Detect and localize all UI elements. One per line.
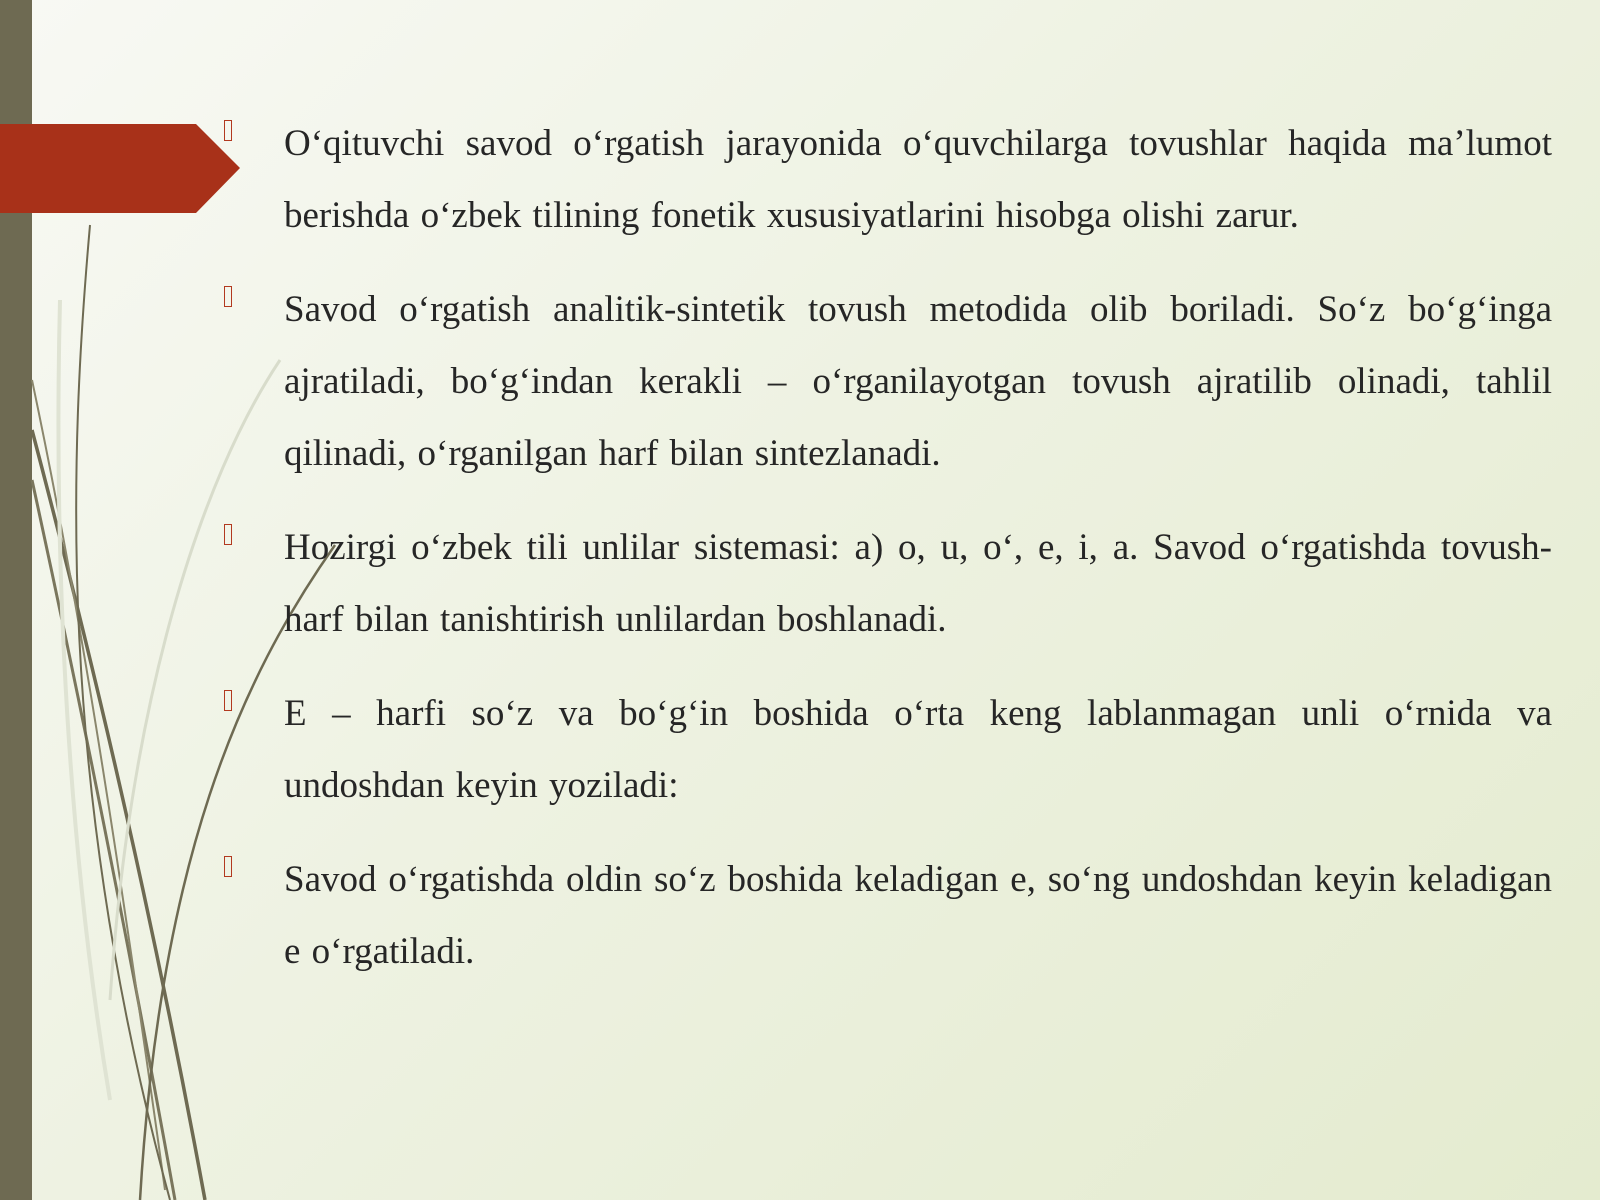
list-item <box>220 678 1552 822</box>
square-bullet-icon <box>224 286 232 307</box>
list-item-text: Savod o‘rgatishda oldin so‘z boshida keladigan e, so‘ng undoshdan keyin keladigan e o‘rgatiladi. <box>284 859 1552 972</box>
list-item-text: O‘qituvchi savod o‘rgatish jarayonida o‘quvchilarga tovushlar haqida ma’lumot berishda o‘zbek tilining fonetik xususiyatlarini hisobga olishi zarur. <box>284 123 1552 236</box>
list-item <box>220 844 1552 988</box>
list-item-text: Savod o‘rgatish analitik-sintetik tovush metodida olib boriladi. So‘z bo‘g‘inga ajratiladi, bo‘g‘indan kerakli – o‘rganilayotgan tovush ajratilib olinadi, tahlil qilinadi, o‘rganilgan harf bilan sintezlanadi. <box>284 289 1552 474</box>
list-item <box>220 512 1552 656</box>
square-bullet-icon <box>224 856 232 877</box>
list-item-text: E – harfi so‘z va bo‘g‘in boshida o‘rta keng lablanmagan unli o‘rnida va undoshdan keyin yoziladi: <box>284 693 1552 806</box>
list-item-text: Hozirgi o‘zbek tili unlilar sistemasi: a) o, u, o‘, e, i, a. Savod o‘rgatishda tovush-harf bilan tanishtirish unlilardan boshlanadi. <box>284 527 1552 640</box>
square-bullet-icon <box>224 120 232 141</box>
square-bullet-icon <box>224 524 232 545</box>
list-item <box>220 274 1552 490</box>
list-item <box>220 108 1552 252</box>
red-tag-shape <box>0 124 240 213</box>
square-bullet-icon <box>224 690 232 711</box>
bullet-list <box>220 108 1552 1010</box>
